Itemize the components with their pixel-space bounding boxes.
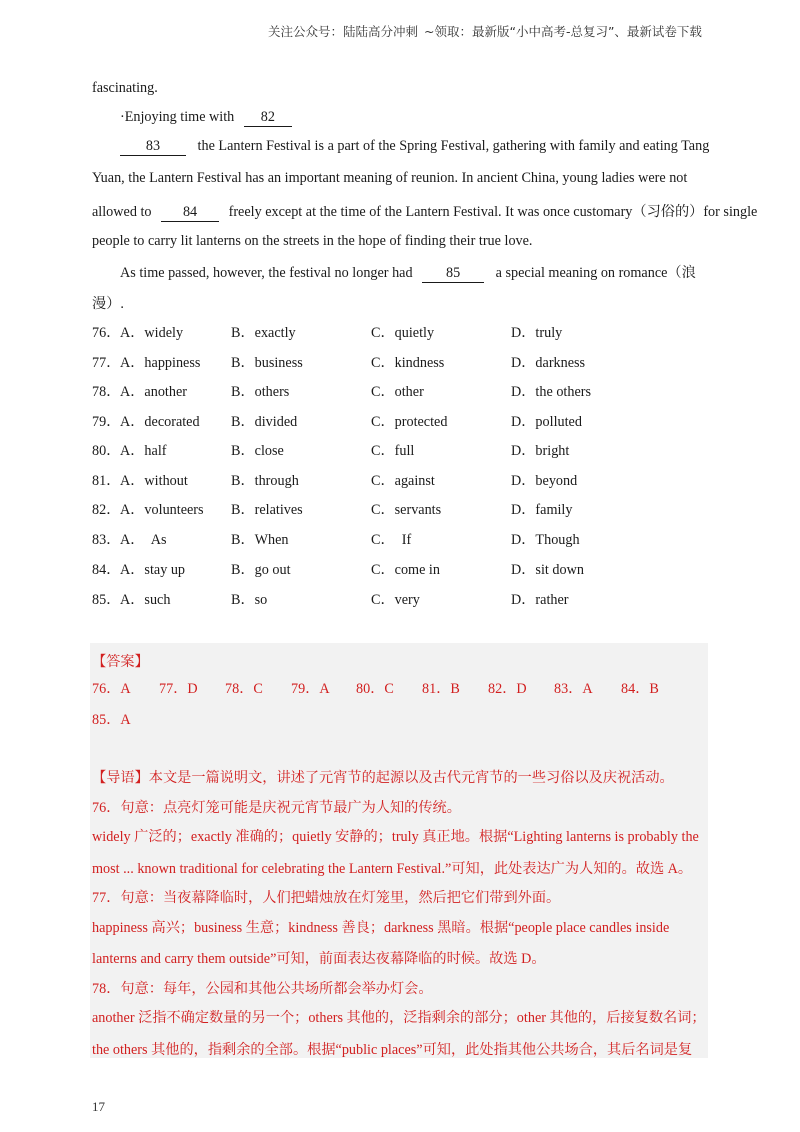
passage-text: ·Enjoying time with (120, 109, 235, 125)
passage-line (120, 138, 709, 156)
option-d: D．family (511, 502, 573, 518)
option-d: D．rather (511, 592, 569, 608)
explanation-title: 78．句意：每年，公园和其他公共场所都会举办灯会。 (92, 981, 433, 997)
option-d: D．beyond (511, 473, 578, 489)
question-number: 81． (92, 473, 121, 489)
option-a: A．without (120, 473, 188, 489)
blank-82: 82 (244, 110, 292, 127)
explanation-line: the others 其他的，指剩余的全部。根据“public places”可知，此处指其他公共场合，其后名词是复 (92, 1042, 693, 1058)
answer-item: 83．A (554, 681, 593, 697)
page-number: 17 (92, 1099, 105, 1114)
passage-line: fascinating. (92, 80, 158, 96)
explanation-title: 76．句意：点亮灯笼可能是庆祝元宵节最广为人知的传统。 (92, 800, 461, 816)
explanation-title: 77．句意：当夜幕降临时，人们把蜡烛放在灯笼里，然后把它们带到外面。 (92, 890, 561, 906)
option-a: A．half (120, 443, 167, 459)
option-c: C．kindness (371, 355, 445, 371)
option-a: A．happiness (120, 355, 201, 371)
passage-text: the Lantern Festival is a part of the Spring Festival, gathering with family and eating Tang (197, 138, 710, 154)
option-d: D．bright (511, 443, 570, 459)
option-b: B．business (231, 355, 303, 371)
option-a: A．decorated (120, 414, 200, 430)
header-left-text: 关注公众号：陆陆高分冲刺 (268, 24, 419, 39)
answer-item: 85．A (92, 712, 131, 728)
option-b: B．close (231, 443, 284, 459)
answer-label: 【答案】 (92, 654, 149, 670)
question-number: 79． (92, 414, 121, 430)
explanation-line: lanterns and carry them outside”可知，前面表达夜幕降临的时候。故选 D。 (92, 951, 546, 967)
explanation-line: most ... known traditional for celebrating the Lantern Festival.”可知，此处表达广为人知的。故选 A。 (92, 861, 693, 877)
passage-line: Yuan, the Lantern Festival has an important meaning of reunion. In ancient China, young ladies were not (92, 170, 688, 186)
option-c: C．quietly (371, 325, 435, 341)
option-b: B．others (231, 384, 290, 400)
answer-item: 76．A (92, 681, 131, 697)
option-a: A．such (120, 592, 171, 608)
question-number: 76． (92, 325, 121, 341)
answer-item: 81．B (422, 681, 460, 697)
option-b: B．divided (231, 414, 298, 430)
explanation-line: widely 广泛的；exactly 准确的；quietly 安静的；truly 真正地。根据“Lighting lanterns is probably the (92, 829, 699, 845)
option-c: C． If (371, 532, 412, 548)
question-number: 80． (92, 443, 121, 459)
answer-item: 84．B (621, 681, 659, 697)
question-number: 85． (92, 592, 121, 608)
passage-text: As time passed, however, the festival no longer had (120, 265, 413, 281)
question-number: 77． (92, 355, 121, 371)
passage-line: 漫）. (92, 296, 124, 312)
blank-85: 85 (422, 266, 484, 283)
explanation-line: another 泛指不确定数量的另一个；others 其他的，泛指剩余的部分；other 其他的，后接复数名词； (92, 1010, 706, 1026)
option-d: D．sit down (511, 562, 584, 578)
answer-item: 77．D (159, 681, 198, 697)
option-c: C．full (371, 443, 415, 459)
passage-line (92, 201, 757, 222)
answer-item: 82．D (488, 681, 527, 697)
option-b: B．go out (231, 562, 291, 578)
option-a: A．volunteers (120, 502, 204, 518)
passage-text: a special meaning on romance（浪 (495, 265, 696, 281)
option-b: B．through (231, 473, 299, 489)
passage-text: allowed to (92, 204, 152, 220)
answer-item: 79．A (291, 681, 330, 697)
option-b: B．exactly (231, 325, 296, 341)
question-number: 83． (92, 532, 121, 548)
option-a: A．widely (120, 325, 184, 341)
option-a: A． As (120, 532, 167, 548)
option-a: A．stay up (120, 562, 186, 578)
option-c: C．against (371, 473, 435, 489)
option-d: D．truly (511, 325, 563, 341)
option-c: C．protected (371, 414, 448, 430)
question-number: 82． (92, 502, 121, 518)
question-number: 84． (92, 562, 121, 578)
option-d: D．darkness (511, 355, 586, 371)
option-c: C．very (371, 592, 420, 608)
intro-text: 【导语】本文是一篇说明文，讲述了元宵节的起源以及古代元宵节的一些习俗以及庆祝活动。 (92, 770, 674, 786)
option-c: C．come in (371, 562, 440, 578)
passage-line: people to carry lit lanterns on the streets in the hope of finding their true love. (92, 233, 533, 249)
option-b: B．so (231, 592, 268, 608)
option-d: D．polluted (511, 414, 582, 430)
answer-item: 80．C (356, 681, 394, 697)
option-c: C．servants (371, 502, 442, 518)
option-b: B．relatives (231, 502, 303, 518)
option-d: D．Though (511, 532, 580, 548)
blank-83: 83 (120, 139, 186, 156)
passage-text: freely except at the time of the Lantern Festival. It was once customary（习俗的）for single (228, 204, 758, 220)
option-c: C．other (371, 384, 424, 400)
explanation-line: happiness 高兴；business 生意；kindness 善良；darkness 黑暗。根据“people place candles inside (92, 920, 670, 936)
option-a: A．another (120, 384, 187, 400)
question-number: 78． (92, 384, 121, 400)
option-b: B．When (231, 532, 289, 548)
passage-line (120, 109, 292, 127)
option-d: D．the others (511, 384, 591, 400)
answer-item: 78．C (225, 681, 263, 697)
header-right-text: ~领取：最新版“小中高考-总复习”、最新试卷下载 (424, 24, 702, 39)
blank-84: 84 (161, 205, 219, 222)
passage-line (120, 262, 696, 283)
